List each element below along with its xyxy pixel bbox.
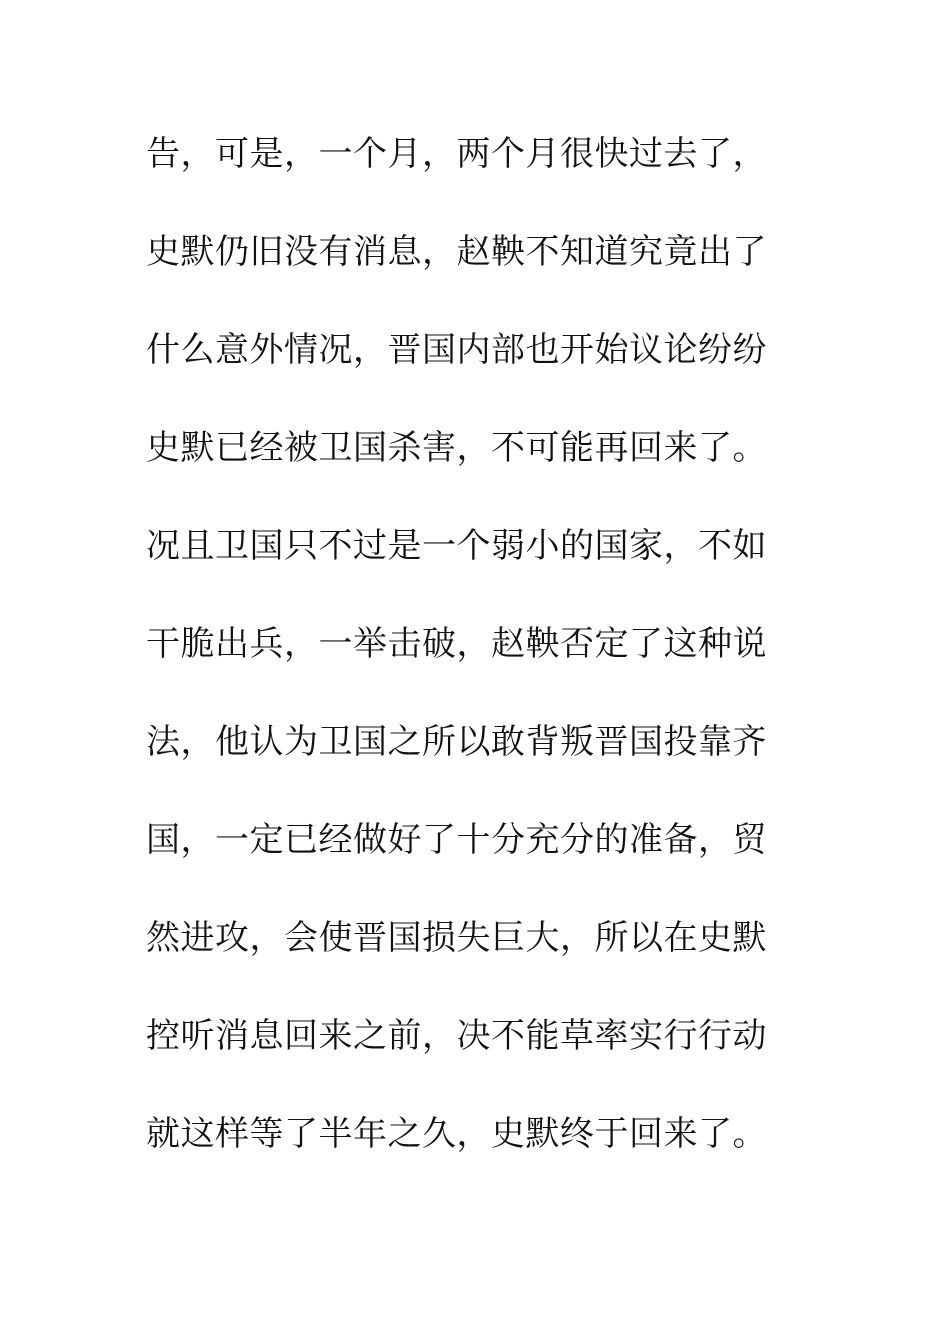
body-text [146, 123, 826, 1201]
text-line: 告，可是，一个月，两个月很快过去了， [146, 134, 767, 174]
text-line: 国，一定已经做好了十分充分的准备，贸 [146, 820, 767, 860]
text-line: 史默已经被卫国杀害，不可能再回来了。 [146, 428, 767, 468]
text-line: 就这样等了半年之久，史默终于回来了。 [146, 1114, 767, 1154]
text-line: 干脆出兵，一举击破，赵鞅否定了这种说 [146, 624, 767, 664]
text-line: 什么意外情况，晋国内部也开始议论纷纷 [146, 330, 767, 370]
text-line: 然进攻，会使晋国损失巨大，所以在史默 [146, 918, 767, 958]
text-line: 控听消息回来之前，决不能草率实行行动 [146, 1016, 767, 1056]
text-line: 法，他认为卫国之所以敢背叛晋国投靠齐 [146, 722, 767, 762]
text-line: 况且卫国只不过是一个弱小的国家，不如 [146, 526, 767, 566]
text-line: 史默仍旧没有消息，赵鞅不知道究竟出了 [146, 232, 767, 272]
